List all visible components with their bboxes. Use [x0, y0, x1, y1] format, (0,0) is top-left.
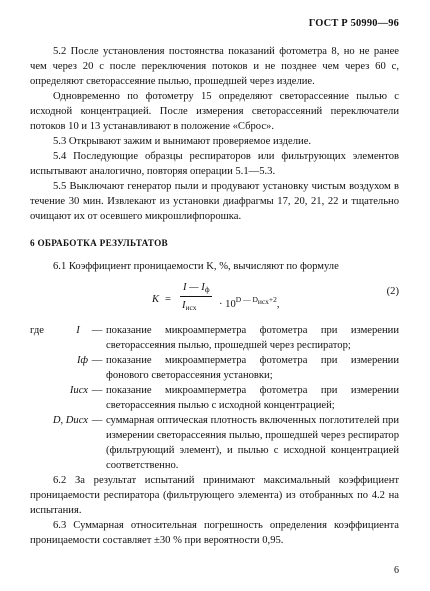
definition-dash: —: [91, 325, 103, 336]
definition-symbol: I: [76, 325, 80, 336]
denominator-sub: исх: [185, 303, 197, 312]
definition-symbol: Iф: [76, 355, 88, 366]
definition-item: [30, 383, 399, 413]
definition-text: показание микроамперметра фотометра при измерении светорассеяния пылью с исходной концентрацией;: [106, 385, 399, 411]
definition-text: показание микроамперметра фотометра при измерении фонового светорассеяния установки;: [106, 355, 399, 381]
paragraph-5-3: 5.3 Открывают зажим и вынимают проверяемое изделие.: [53, 136, 312, 147]
formula: [152, 279, 362, 319]
formula-power: [219, 292, 280, 312]
numerator-main: I — I: [183, 282, 205, 293]
where-label: где: [30, 325, 44, 336]
power-base: · 10: [219, 299, 236, 310]
definition-item: [30, 323, 399, 353]
paragraph-6-3: 6.3 Суммарная относительная погрешность определения коэффициента проницаемости составляет ±30 % при вероятности 0,95.: [30, 520, 399, 546]
definition-dash: —: [91, 415, 103, 426]
definition-text: показание микроамперметра фотометра при измерении светорассеяния пылью, прошедшей через респиратор;: [106, 325, 399, 351]
page-number: 6: [394, 565, 399, 576]
denominator-main: I: [182, 300, 186, 311]
formula-equals: =: [165, 294, 171, 305]
standard-code: ГОСТ Р 50990—96: [308, 18, 399, 29]
definitions-list: [30, 323, 399, 473]
definition-symbol: Iисх: [69, 385, 88, 396]
paragraph-5-5: 5.5 Выключают генератор пыли и продувают установку чистым воздухом в течение 30 мин. Извлекают из установки диафрагмы 17, 20, 21, 22 и тщательно очищают их от осевшего микрошлифпорошка.: [30, 181, 399, 222]
paragraph-6-2: 6.2 За результат испытаний принимают максимальный коэффициент проницаемости респиратора (фильтрующего элемента) из отобранных по 4.2 на испытания.: [30, 475, 399, 516]
paragraph-5-2: 5.2 После установления постоянства показаний фотометра 8, но не ранее чем через 20 с после переключения потоков и не позднее чем через 60 с, определяют светорассеяние пылью, прошедшей через изделие.: [30, 46, 399, 87]
paragraph-6-1: 6.1 Коэффициент проницаемости K, %, вычисляют по формуле: [53, 261, 339, 272]
numerator-sub: ф: [204, 285, 210, 294]
fraction-bar: [180, 296, 212, 297]
formula-number: (2): [386, 286, 399, 297]
definition-symbol: D, Dисх: [52, 415, 88, 426]
formula-numerator: [183, 280, 210, 297]
definition-dash: —: [91, 355, 103, 366]
formula-tail: ,: [276, 299, 280, 310]
paragraph-5-2-cont: Одновременно по фотометру 15 определяют светорассеяние пылью с исходной концентрацией. После измерения светорассеяний переключатели потоков 10 и 13 устанавливают в положение «Сброс».: [30, 91, 399, 132]
definition-item: [30, 353, 399, 383]
formula-block: [30, 279, 399, 319]
paragraph-5-4: 5.4 Последующие образцы респираторов или фильтрующих элементов испытывают аналогично, повторяя операции 5.1—5.3.: [30, 151, 399, 177]
definition-item: [30, 413, 399, 473]
definition-dash: —: [91, 385, 103, 396]
formula-lhs: K: [152, 294, 160, 305]
formula-denominator: [182, 298, 197, 315]
body-text: [30, 44, 399, 548]
section-heading: 6 ОБРАБОТКА РЕЗУЛЬТАТОВ: [30, 238, 168, 248]
power-exponent: D — Dисх+2: [235, 295, 277, 306]
definition-text: суммарная оптическая плотность включенных поглотителей при измерении светорассеяния пылью, прошедшей через респиратор (фильтрующий элемент), и пылью с исходной концентрацией соответственно.: [106, 415, 399, 471]
